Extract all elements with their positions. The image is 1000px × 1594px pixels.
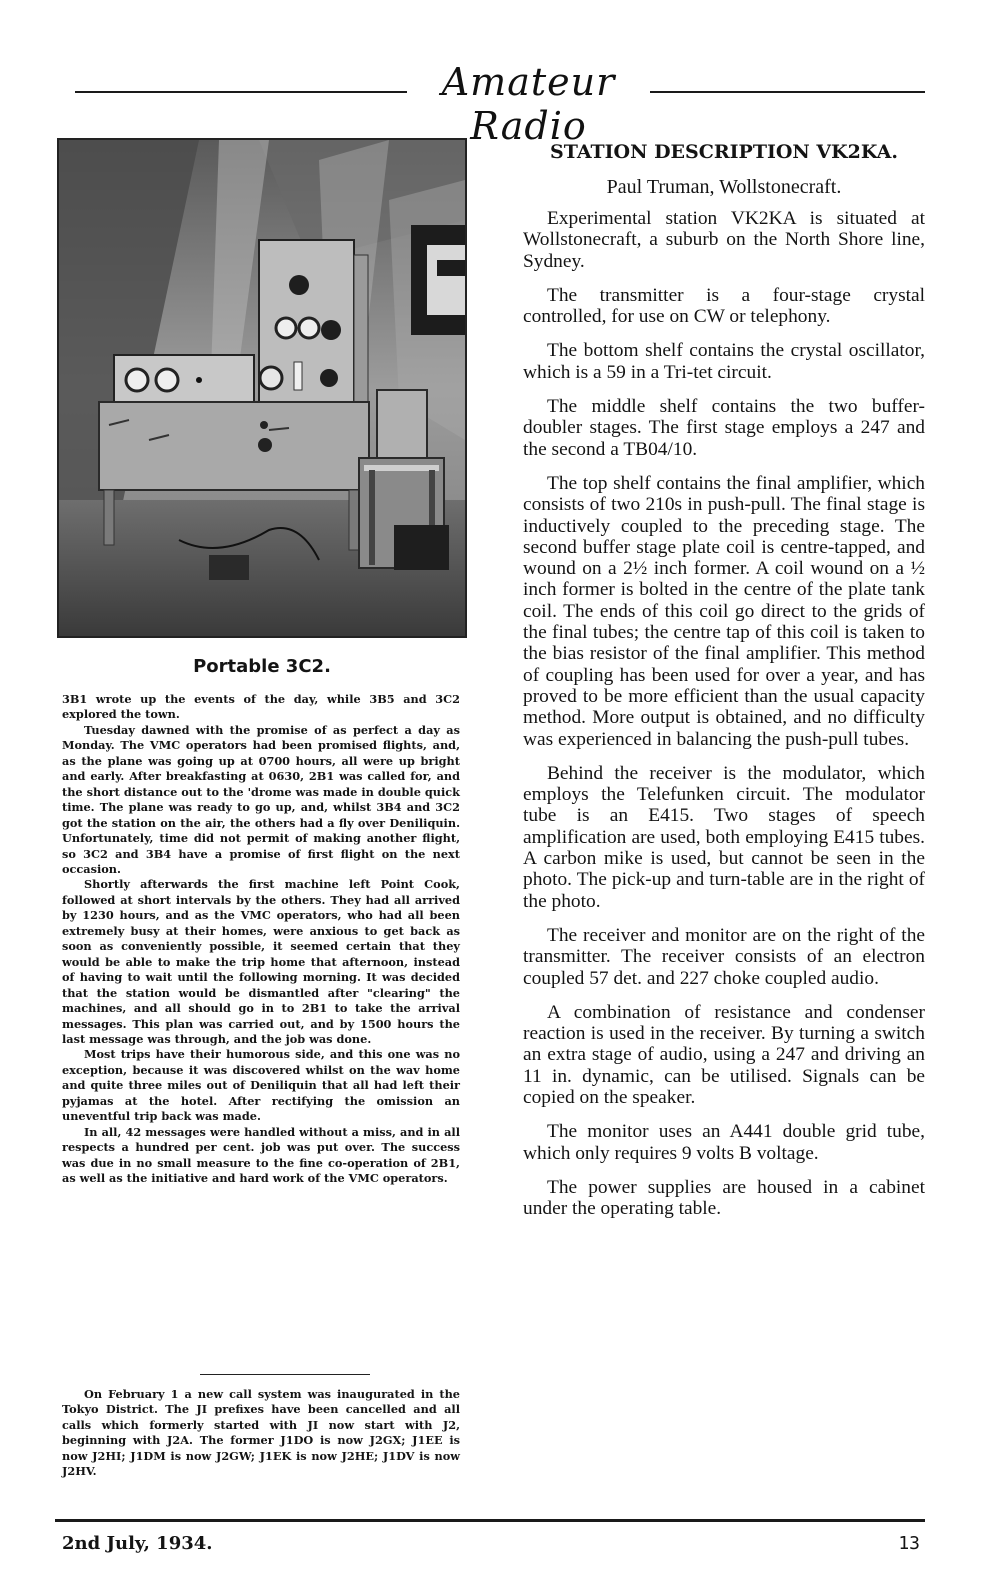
left-paragraph: 3B1 wrote up the events of the day, while 3B5 and 3C2 explored the town.	[62, 692, 460, 722]
article-body	[523, 208, 925, 1232]
left-paragraph: Most trips have their humorous side, and this one was no exception, because it was discovered whilst on the wav home and quite three miles out of Deniliquin that all had left their pyjamas at the hotel. After rectifying the omission an uneventful trip back was made.	[62, 1047, 460, 1124]
article-paragraph: The middle shelf contains the two buffer-doubler stages. The first stage employs a 247 and the second a TB04/10.	[523, 396, 925, 460]
article-paragraph: A combination of resistance and condenser reaction is used in the receiver. By turning a switch an extra stage of audio, using a 247 and driving an 11 in. dynamic, can be utilised. Signals can be copied on the speaker.	[523, 1001, 925, 1108]
article-paragraph: The transmitter is a four-stage crystal controlled, for use on CW or telephony.	[523, 284, 925, 328]
left-column-text	[62, 692, 460, 1187]
left-paragraph: Shortly afterwards the first machine left Point Cook, followed at short intervals by the others. They had all arrived by 1230 hours, and as the VMC operators, who had all been extremely busy at their homes, were anxious to get back as soon as conveniently possible, it seemed certain that they would be able to make the trip home that afternoon, instead of having to wait until the following morning. It was decided that the station would be dismantled after "clearing" the machines, and all should go in to 2B1 to take the arrival messages. This plan was carried out, and by 1500 hours the last message was through, and the job was done.	[62, 877, 460, 1046]
article-byline: Paul Truman, Wollstonecraft.	[606, 176, 842, 198]
article-paragraph: The bottom shelf contains the crystal oscillator, which is a 59 in a Tri-tet circuit.	[523, 340, 925, 383]
article-paragraph: The monitor uses an A441 double grid tube, which only requires 9 volts B voltage.	[523, 1121, 925, 1164]
footer-rule	[55, 1519, 925, 1522]
photo-caption: Portable 3C2.	[193, 656, 331, 677]
article-paragraph: The receiver and monitor are on the right of the transmitter. The receiver consists of an electron coupled 57 det. and 227 choke coupled audio.	[523, 924, 925, 989]
article-paragraph: Experimental station VK2KA is situated at Wollstonecraft, a suburb on the North Shore line, Sydney.	[523, 208, 925, 272]
station-photo	[57, 138, 467, 638]
article-paragraph: The top shelf contains the final amplifier, which consists of two 210s in push-pull. The final stage is inductively coupled to the preceding stage. The second buffer stage plate coil is centre-tapped, and wound on a 2½ inch former. A coil wound on a ½ inch former is bolted in the centre of the plate tank coil. The ends of this coil go direct to the grids of the final tubes; the centre tap of this coil is taken to the bias resistor of the final amplifier. This method of coupling has been used for over a year, and has proved to be more efficient than the usual capacity method. More output is obtained, and no difficulty was experienced in balancing the push-pull tubes.	[523, 472, 925, 750]
masthead	[55, 58, 925, 148]
masthead-rule-left	[75, 91, 407, 93]
masthead-rule-right	[650, 91, 925, 93]
section-divider	[200, 1374, 370, 1375]
issue-date: 2nd July, 1934.	[62, 1533, 213, 1554]
left-paragraph: Tuesday dawned with the promise of as perfect a day as Monday. The VMC operators had been promised flights, and, as the plane was going up at 0700 hours, all were up bright and early. After breakfasting at 0630, 2B1 was called for, and the short distance out to the 'drome was made in double quick time. The plane was ready to go up, and, whilst 3B4 and 3C2 got the station on the air, the others had a fly over Deniliquin. Unfortunately, time did not permit of making another flight, so 3C2 and 3B4 have a promise of first flight on the next occasion.	[62, 722, 460, 876]
article-paragraph: Behind the receiver is the modulator, which employs the Telefunken circuit. The modulator tube is an E415. Two stages of speech amplification are used, both employing E415 tubes. A carbon mike is used, but cannot be seen in the photo. The pick-up and turn-table are in the right of the photo.	[523, 762, 925, 912]
article-paragraph: The power supplies are housed in a cabinet under the operating table.	[523, 1176, 925, 1220]
article-heading: STATION DESCRIPTION VK2KA.	[550, 141, 898, 163]
tokyo-call-note	[62, 1387, 460, 1479]
note-paragraph: On February 1 a new call system was inaugurated in the Tokyo District. The JI prefixes have been cancelled and all calls which formerly started with JI now start with J2, beginning with J2A. The former J1DO is now J2GX; J1EE is now J2HI; J1DM is now J2GW; J1EK is now J2HE; J1DV is now J2HV.	[62, 1387, 460, 1479]
magazine-title: Amateur Radio	[441, 60, 616, 148]
page-number: 13	[898, 1533, 920, 1554]
left-paragraph: In all, 42 messages were handled without a miss, and in all respects a hundred per cent. job was put over. The success was due in no small measure to the fine co-operation of 2B1, as well as the initiative and hard work of the VMC operators.	[62, 1124, 460, 1186]
